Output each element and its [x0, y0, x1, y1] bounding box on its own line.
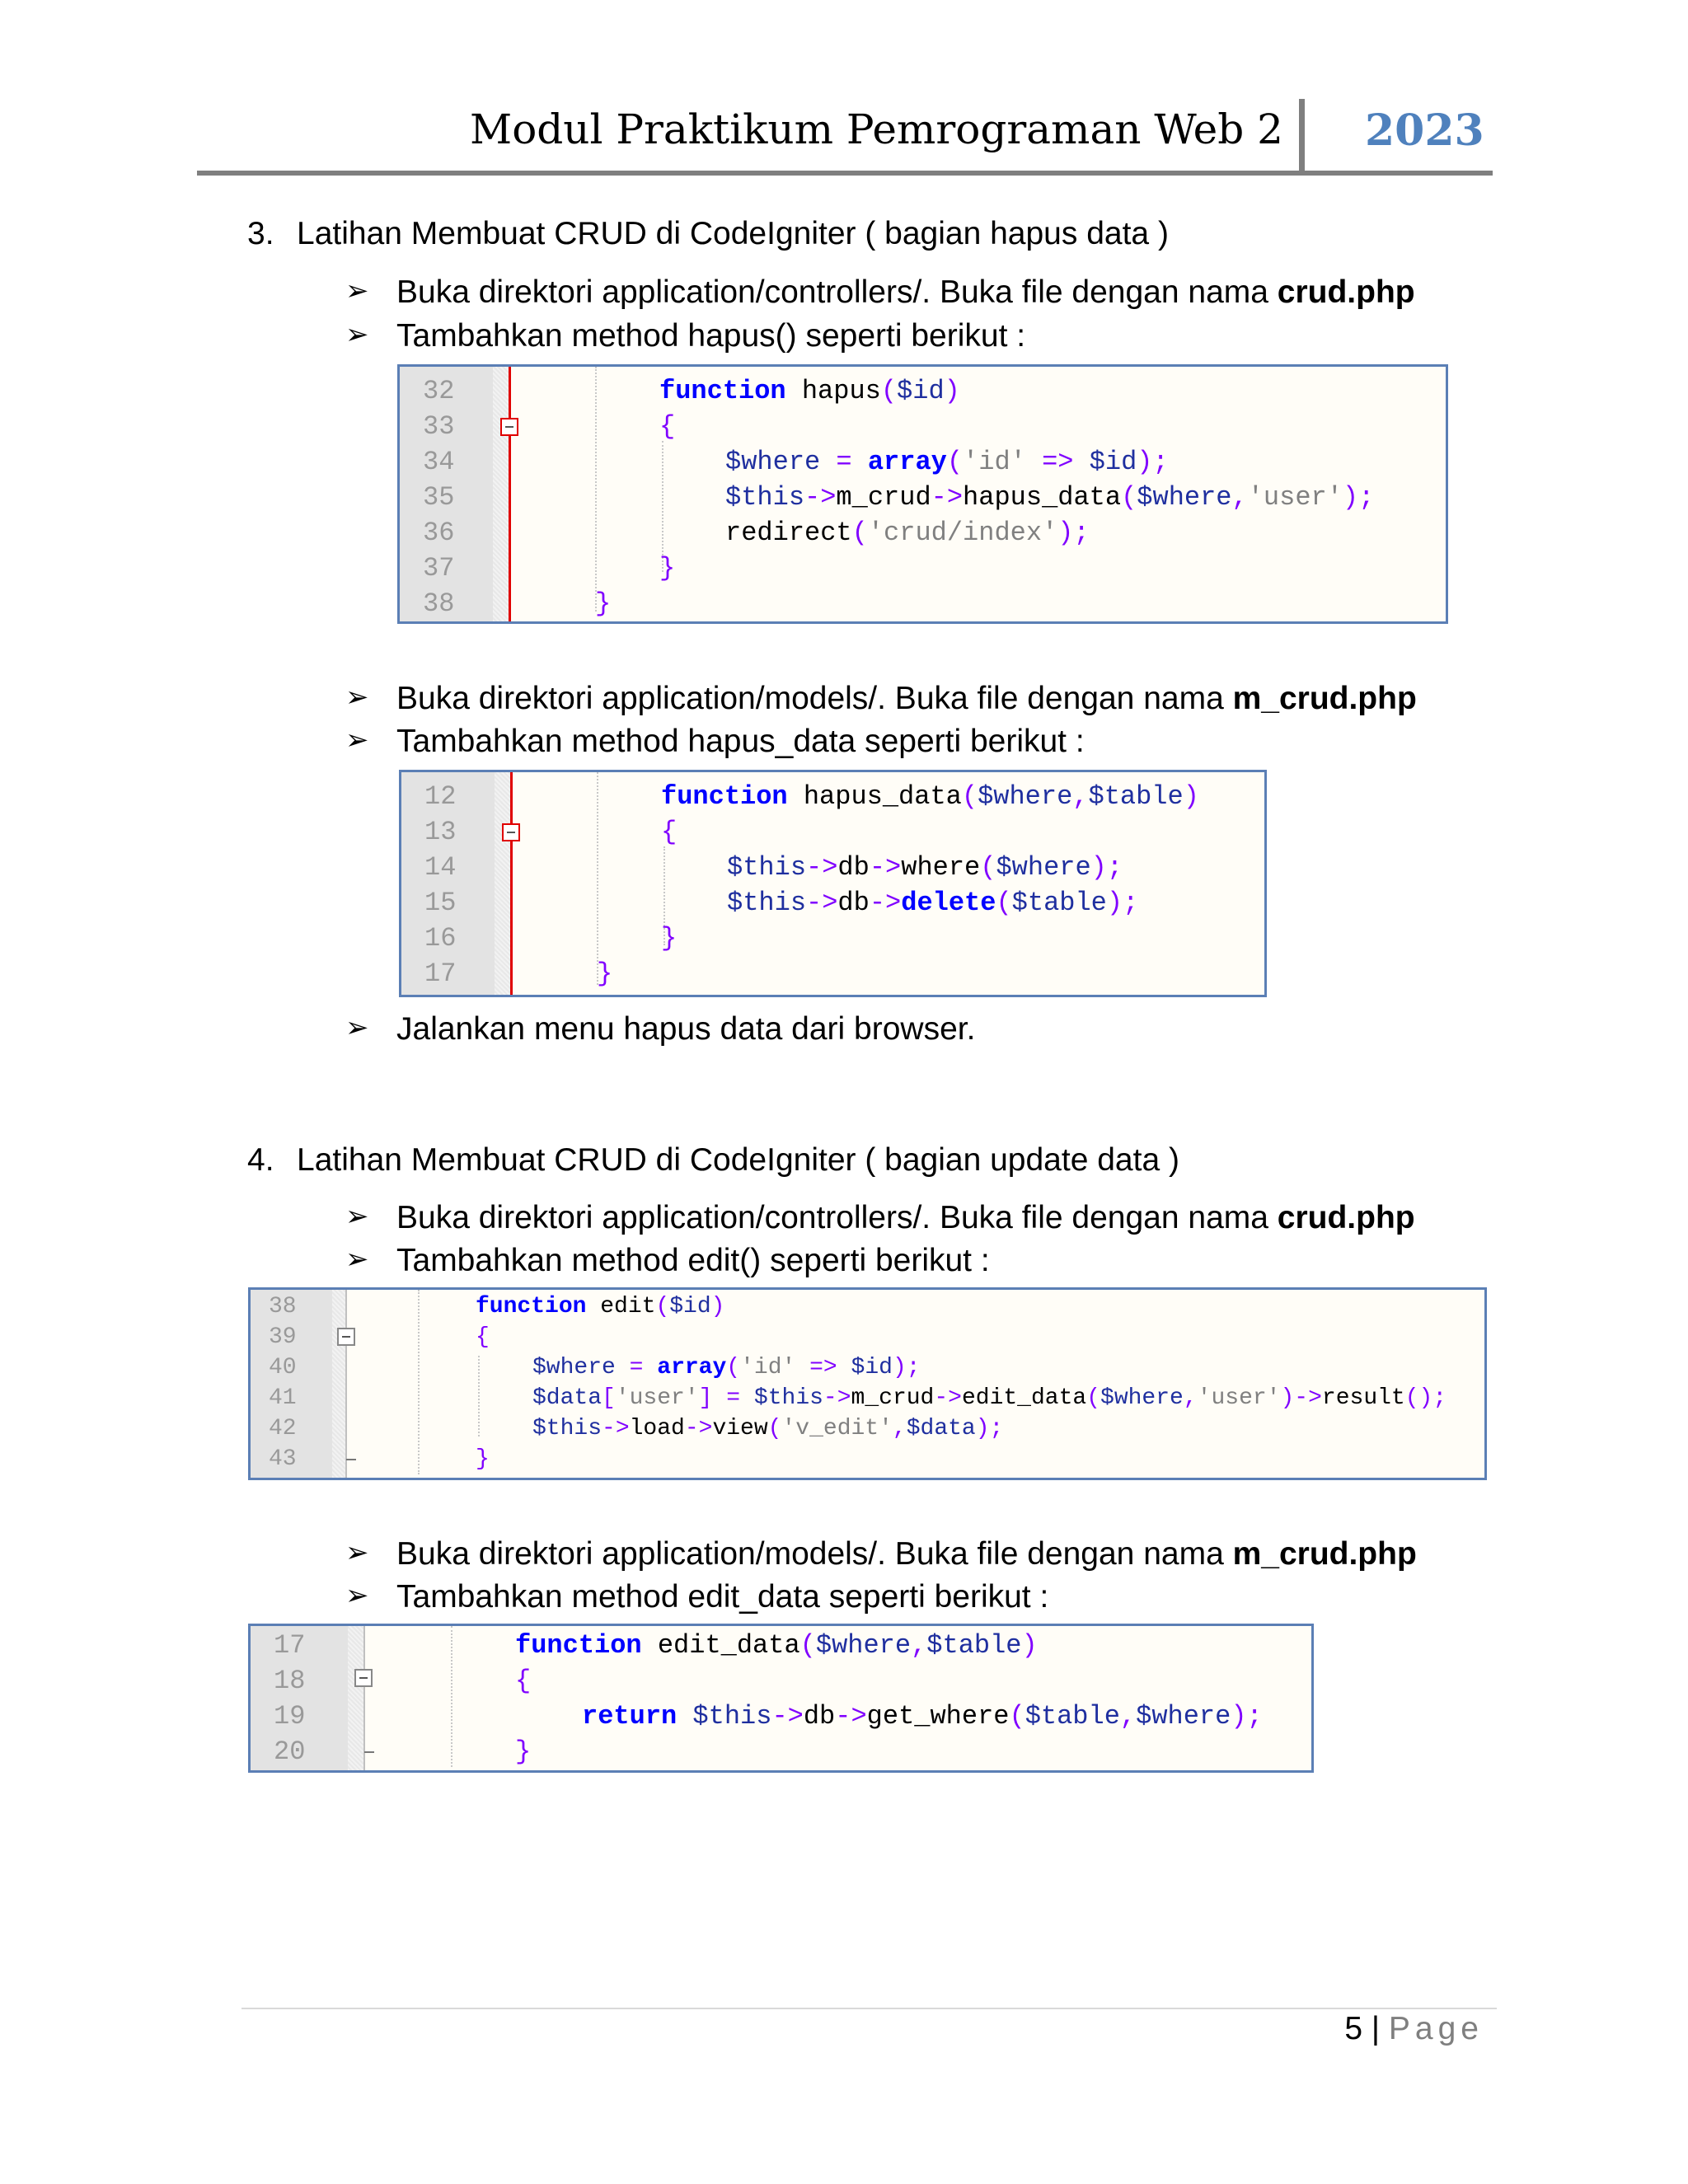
fold-toggle-icon[interactable] [337, 1328, 355, 1346]
line-number: 13 [424, 817, 457, 847]
list-item-text: Tambahkan method hapus() seperti berikut : [396, 318, 1026, 354]
list-item [345, 1200, 1415, 1236]
header-year: 2023 [1365, 105, 1484, 156]
file-name: m_crud.php [1232, 681, 1417, 716]
fold-toggle-icon[interactable] [500, 418, 518, 436]
fold-toggle-icon[interactable] [354, 1669, 373, 1687]
code-line: redirect('crud/index'); [725, 518, 1090, 548]
arrow-bullet-icon: ➢ [345, 1536, 369, 1569]
code-line: return $this->db->get_where($table,$where); [582, 1701, 1263, 1732]
code-line: $data['user'] = $this->m_crud->edit_data($where,'user')->result(); [532, 1385, 1447, 1411]
fold-end-marker [346, 1459, 356, 1460]
list-item-text: Buka direktori application/models/. Buka file dengan nama [396, 1536, 1233, 1572]
line-number: 20 [274, 1736, 306, 1767]
code-line: { [515, 1666, 532, 1696]
list-item [345, 681, 1417, 717]
header-divider [1299, 99, 1305, 171]
line-number: 34 [423, 447, 455, 477]
header-rule [197, 171, 1493, 176]
line-number: 33 [423, 411, 455, 442]
page-separator: | [1371, 2011, 1381, 2046]
line-number: 16 [424, 923, 457, 954]
code-line: $this->m_crud->hapus_data($where,'user'); [725, 482, 1375, 513]
list-item [345, 1536, 1417, 1572]
code-line: } [595, 588, 612, 619]
line-number: 38 [269, 1294, 297, 1319]
list-item-text: Tambahkan method hapus_data seperti berikut : [396, 724, 1085, 759]
line-number: 35 [423, 482, 455, 513]
file-name: crud.php [1277, 1200, 1415, 1235]
section-heading [247, 1142, 1179, 1179]
line-number: 14 [424, 852, 457, 883]
line-number: 42 [269, 1416, 297, 1441]
list-item-text: Jalankan menu hapus data dari browser. [396, 1011, 976, 1047]
arrow-bullet-icon: ➢ [345, 1200, 369, 1233]
code-line: $this->db->delete($table); [727, 888, 1139, 918]
line-number: 15 [424, 888, 457, 918]
line-number: 39 [269, 1324, 297, 1350]
code-line: function hapus($id) [659, 376, 960, 406]
line-number: 37 [423, 553, 455, 583]
list-item-text: Buka direktori application/models/. Buka file dengan nama [396, 681, 1233, 716]
code-line: { [661, 817, 678, 847]
section-number: 4. [247, 1142, 274, 1178]
list-item-text: Buka direktori application/controllers/. Buka file dengan nama [396, 274, 1278, 310]
arrow-bullet-icon: ➢ [345, 274, 369, 307]
line-number: 38 [423, 588, 455, 619]
file-name: m_crud.php [1232, 1536, 1417, 1572]
section-heading [247, 216, 1169, 252]
code-block-hapus [397, 364, 1448, 624]
list-item-text: Tambahkan method edit_data seperti berikut : [396, 1579, 1049, 1615]
list-item [345, 274, 1415, 311]
page-number: 5 [1344, 2011, 1363, 2046]
code-line: } [659, 553, 676, 583]
code-block-edit-data [248, 1624, 1314, 1773]
section-number: 3. [247, 216, 274, 251]
code-line: } [476, 1446, 490, 1472]
section-title: Latihan Membuat CRUD di CodeIgniter ( bagian update data ) [297, 1142, 1179, 1178]
code-line: } [597, 958, 613, 989]
line-number: 19 [274, 1701, 306, 1732]
list-item [345, 1011, 976, 1047]
code-line: function hapus_data($where,$table) [661, 781, 1199, 812]
code-line: { [659, 411, 676, 442]
file-name: crud.php [1277, 274, 1415, 310]
line-number: 32 [423, 376, 455, 406]
code-line: function edit($id) [476, 1294, 725, 1319]
line-number: 12 [424, 781, 457, 812]
list-item-text: Buka direktori application/controllers/. Buka file dengan nama [396, 1200, 1278, 1235]
line-number: 18 [274, 1666, 306, 1696]
line-number: 40 [269, 1355, 297, 1380]
fold-toggle-icon[interactable] [502, 823, 520, 841]
list-item [345, 1579, 1049, 1615]
code-line: function edit_data($where,$table) [515, 1630, 1038, 1661]
page-label: Page [1388, 2011, 1484, 2046]
section-title: Latihan Membuat CRUD di CodeIgniter ( bagian hapus data ) [297, 216, 1169, 251]
fold-end-marker [364, 1751, 374, 1753]
code-line: } [661, 923, 678, 954]
line-number: 43 [269, 1446, 297, 1472]
arrow-bullet-icon: ➢ [345, 724, 369, 757]
footer-rule [241, 2008, 1497, 2009]
arrow-bullet-icon: ➢ [345, 1579, 369, 1612]
line-number: 17 [274, 1630, 306, 1661]
code-line: $where = array('id' => $id); [532, 1355, 921, 1380]
list-item-text: Tambahkan method edit() seperti berikut : [396, 1243, 990, 1278]
arrow-bullet-icon: ➢ [345, 1243, 369, 1276]
document-header-title: Modul Praktikum Pemrograman Web 2 [470, 105, 1283, 153]
arrow-bullet-icon: ➢ [345, 1011, 369, 1044]
code-line: $this->db->where($where); [727, 852, 1123, 883]
line-number: 17 [424, 958, 457, 989]
page-footer [1335, 2011, 1484, 2047]
list-item [345, 724, 1085, 760]
code-line: { [476, 1324, 490, 1350]
code-line: $where = array('id' => $id); [725, 447, 1169, 477]
code-line: } [515, 1736, 532, 1767]
line-number: 41 [269, 1385, 297, 1411]
line-number: 36 [423, 518, 455, 548]
arrow-bullet-icon: ➢ [345, 318, 369, 351]
code-block-edit [248, 1287, 1487, 1480]
arrow-bullet-icon: ➢ [345, 681, 369, 714]
list-item [345, 1243, 990, 1279]
list-item [345, 318, 1026, 354]
code-line: $this->load->view('v_edit',$data); [532, 1416, 1004, 1441]
code-block-hapus-data [399, 770, 1267, 997]
